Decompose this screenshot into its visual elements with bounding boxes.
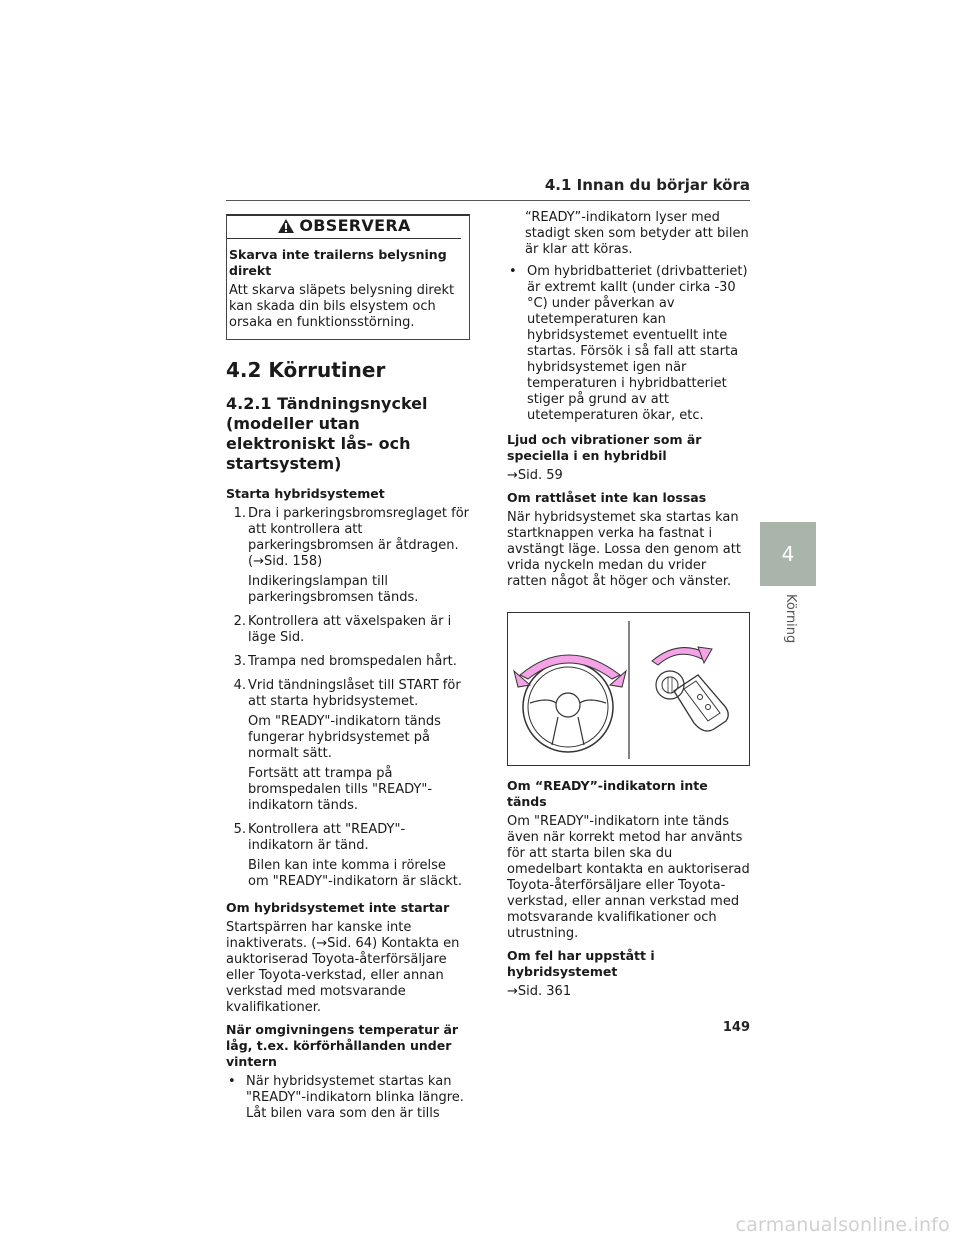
notice-text: Att skarva släpets belysning direkt kan skada din bils elsystem och orsaka en funktionsstörning. bbox=[229, 283, 455, 330]
chapter-number: 4 bbox=[781, 542, 795, 566]
chapter-tab[interactable] bbox=[760, 522, 816, 586]
bullet-text: När hybridsystemet startas kan "READY"-indikatorn blinka längre. Låt bilen vara som den är tills bbox=[246, 1074, 464, 1121]
step-number: 1. bbox=[233, 506, 246, 521]
notice-title: OBSERVERA bbox=[299, 216, 411, 235]
start-heading: Starta hybridsystemet bbox=[226, 486, 385, 501]
page-number: 149 bbox=[722, 1020, 750, 1035]
step-4 bbox=[226, 678, 470, 818]
header-rule bbox=[226, 200, 750, 201]
illustration-svg bbox=[508, 613, 749, 765]
noise-heading: Ljud och vibrationer som är speciella i en hybridbil bbox=[507, 432, 702, 463]
bullet-text: Om hybridbatteriet (drivbatteriet) är extremt kallt (under cirka -30 °C) under påverkan av utetemperaturen kan hybridsystemet eventuellt inte startas. Försök i så fall att starta hybridsystemet igen när temperaturen i hybridbatteriet stiger på grund av att utetemperaturen ökar, etc. bbox=[527, 264, 748, 423]
notice-title-row bbox=[227, 216, 461, 239]
ignition-key-icon bbox=[656, 671, 728, 731]
cold-bullet-1 bbox=[226, 1074, 470, 1122]
step-note: Indikeringslampan till parkeringsbromsen tänds. bbox=[248, 574, 419, 605]
malfunction-reference[interactable]: →Sid. 361 bbox=[507, 984, 572, 999]
step-1 bbox=[226, 506, 470, 610]
steering-lock-heading: Om rattlåset inte kan lossas bbox=[507, 490, 707, 505]
watermark: carmanualsonline.info bbox=[735, 1214, 950, 1236]
malfunction-heading: Om fel har uppstått i hybridsystemet bbox=[507, 948, 655, 979]
running-header: 4.1 Innan du börjar köra bbox=[544, 176, 750, 194]
cold-heading: När omgivningens temperatur är låg, t.ex. körförhållanden under vintern bbox=[226, 1022, 459, 1069]
ready-off-heading: Om “READY”-indikatorn inte tänds bbox=[507, 778, 708, 809]
step-note: Om "READY"-indikatorn tänds fungerar hybridsystemet på normalt sätt. bbox=[248, 714, 441, 761]
step-number: 5. bbox=[233, 822, 246, 837]
step-note: Fortsätt att trampa på bromspedalen tills "READY"-indikatorn tänds. bbox=[248, 766, 433, 813]
step-number: 4. bbox=[233, 678, 246, 693]
steering-key-illustration bbox=[507, 612, 750, 766]
steering-wheel-icon bbox=[523, 662, 613, 752]
step-3 bbox=[226, 654, 470, 674]
step-number: 2. bbox=[233, 614, 246, 629]
step-5 bbox=[226, 822, 470, 894]
notice-box bbox=[226, 214, 470, 340]
step-text: Kontrollera att växelspaken är i läge Sid. bbox=[248, 614, 452, 645]
left-column bbox=[226, 214, 470, 1126]
step-text: Dra i parkeringsbromsreglaget för att kontrollera att parkeringsbromsen är åtdragen. (→Sid. 158) bbox=[248, 506, 469, 569]
chapter-label: Körning bbox=[783, 594, 798, 644]
step-text: Trampa ned bromspedalen hårt. bbox=[248, 654, 457, 669]
step-text: Vrid tändningslåset till START för att starta hybridsystemet. bbox=[248, 678, 461, 709]
notice-subtitle: Skarva inte trailerns belysning direkt bbox=[229, 247, 447, 278]
right-column bbox=[507, 210, 750, 1006]
section-title: 4.2 Körrutiner bbox=[226, 358, 386, 382]
not-starting-text: Startspärren har kanske inte inaktiverats. (→Sid. 64) Kontakta en auktoriserad Toyota-återförsäljare eller Toyota-verkstad, eller annan verkstad med motsvarande kvalifikationer. bbox=[226, 920, 460, 1015]
noise-reference[interactable]: →Sid. 59 bbox=[507, 468, 563, 483]
warning-icon bbox=[277, 218, 295, 234]
key-rotate-arrow-icon bbox=[652, 647, 712, 665]
cold-bullet-1-continued: “READY”-indikatorn lyser med stadigt sken som betyder att bilen är klar att köras. bbox=[525, 210, 749, 257]
step-note: Bilen kan inte komma i rörelse om "READY"-indikatorn är släckt. bbox=[248, 858, 462, 889]
steering-lock-text: När hybridsystemet ska startas kan startknappen verka ha fastnat i avstängt läge. Lossa den genom att vrida nyckeln medan du vrider ratten något åt höger och vänster. bbox=[507, 510, 741, 589]
not-starting-heading: Om hybridsystemet inte startar bbox=[226, 900, 450, 915]
cold-bullet-2 bbox=[507, 264, 750, 424]
bullet-mark: • bbox=[509, 264, 517, 279]
step-text: Kontrollera att "READY"-indikatorn är tänd. bbox=[248, 822, 406, 853]
subsection-title: 4.2.1 Tändningsnyckel (modeller utan elektroniskt lås- och startsystem) bbox=[226, 394, 428, 473]
bullet-mark: • bbox=[228, 1074, 236, 1089]
step-2 bbox=[226, 614, 470, 650]
ready-off-text: Om "READY"-indikatorn inte tänds även när korrekt metod har använts för att starta bilen ska du omedelbart kontakta en auktoriserad Toyota-återförsäljare eller Toyota-verkstad, eller annan verkstad med motsvarande kvalifikationer och utrustning. bbox=[507, 814, 750, 941]
step-number: 3. bbox=[233, 654, 246, 669]
